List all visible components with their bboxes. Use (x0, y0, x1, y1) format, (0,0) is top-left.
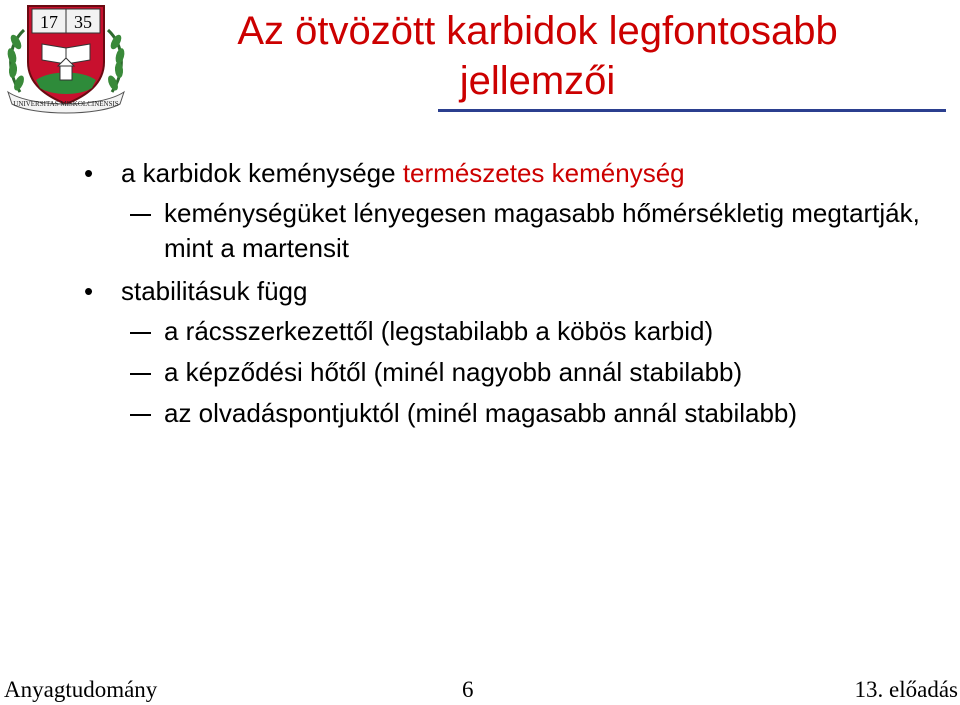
sub-bullet-item: az olvadáspontjuktól (minél magasabb annál stabilabb) (80, 396, 940, 431)
sub-bullet-item: keménységüket lényegesen magasabb hőmérsékletig megtartják, mint a martensit (80, 196, 940, 266)
slide-title (135, 6, 940, 106)
slide-title-line2: jellemzői (459, 59, 616, 103)
sub-bullet-item: a rácsszerkezettől (legstabilabb a köbös karbid) (80, 314, 940, 349)
crest-year-right: 35 (74, 12, 92, 32)
bullet-list (80, 156, 940, 437)
bullet-item (80, 156, 940, 190)
bullet-text: a karbidok keménysége (121, 158, 403, 188)
footer-course-name: Anyagtudomány (4, 677, 158, 702)
slide-title-line1: Az ötvözött karbidok legfontosabb (237, 9, 838, 53)
crest-year-left: 17 (40, 12, 58, 32)
sub-bullet-item: a képződési hőtől (minél nagyobb annál stabilabb) (80, 355, 940, 390)
footer-lecture-number: 13. előadás (854, 677, 958, 702)
crest-ribbon-text: UNIVERSITAS MISKOLCINENSIS (13, 100, 119, 108)
university-crest-logo (2, 0, 130, 116)
footer-page-number: 6 (462, 677, 474, 702)
title-underline-rule (438, 109, 946, 112)
bullet-item: • stabilitásuk függ (80, 274, 940, 308)
bullet-highlight: természetes keménység (402, 158, 685, 188)
